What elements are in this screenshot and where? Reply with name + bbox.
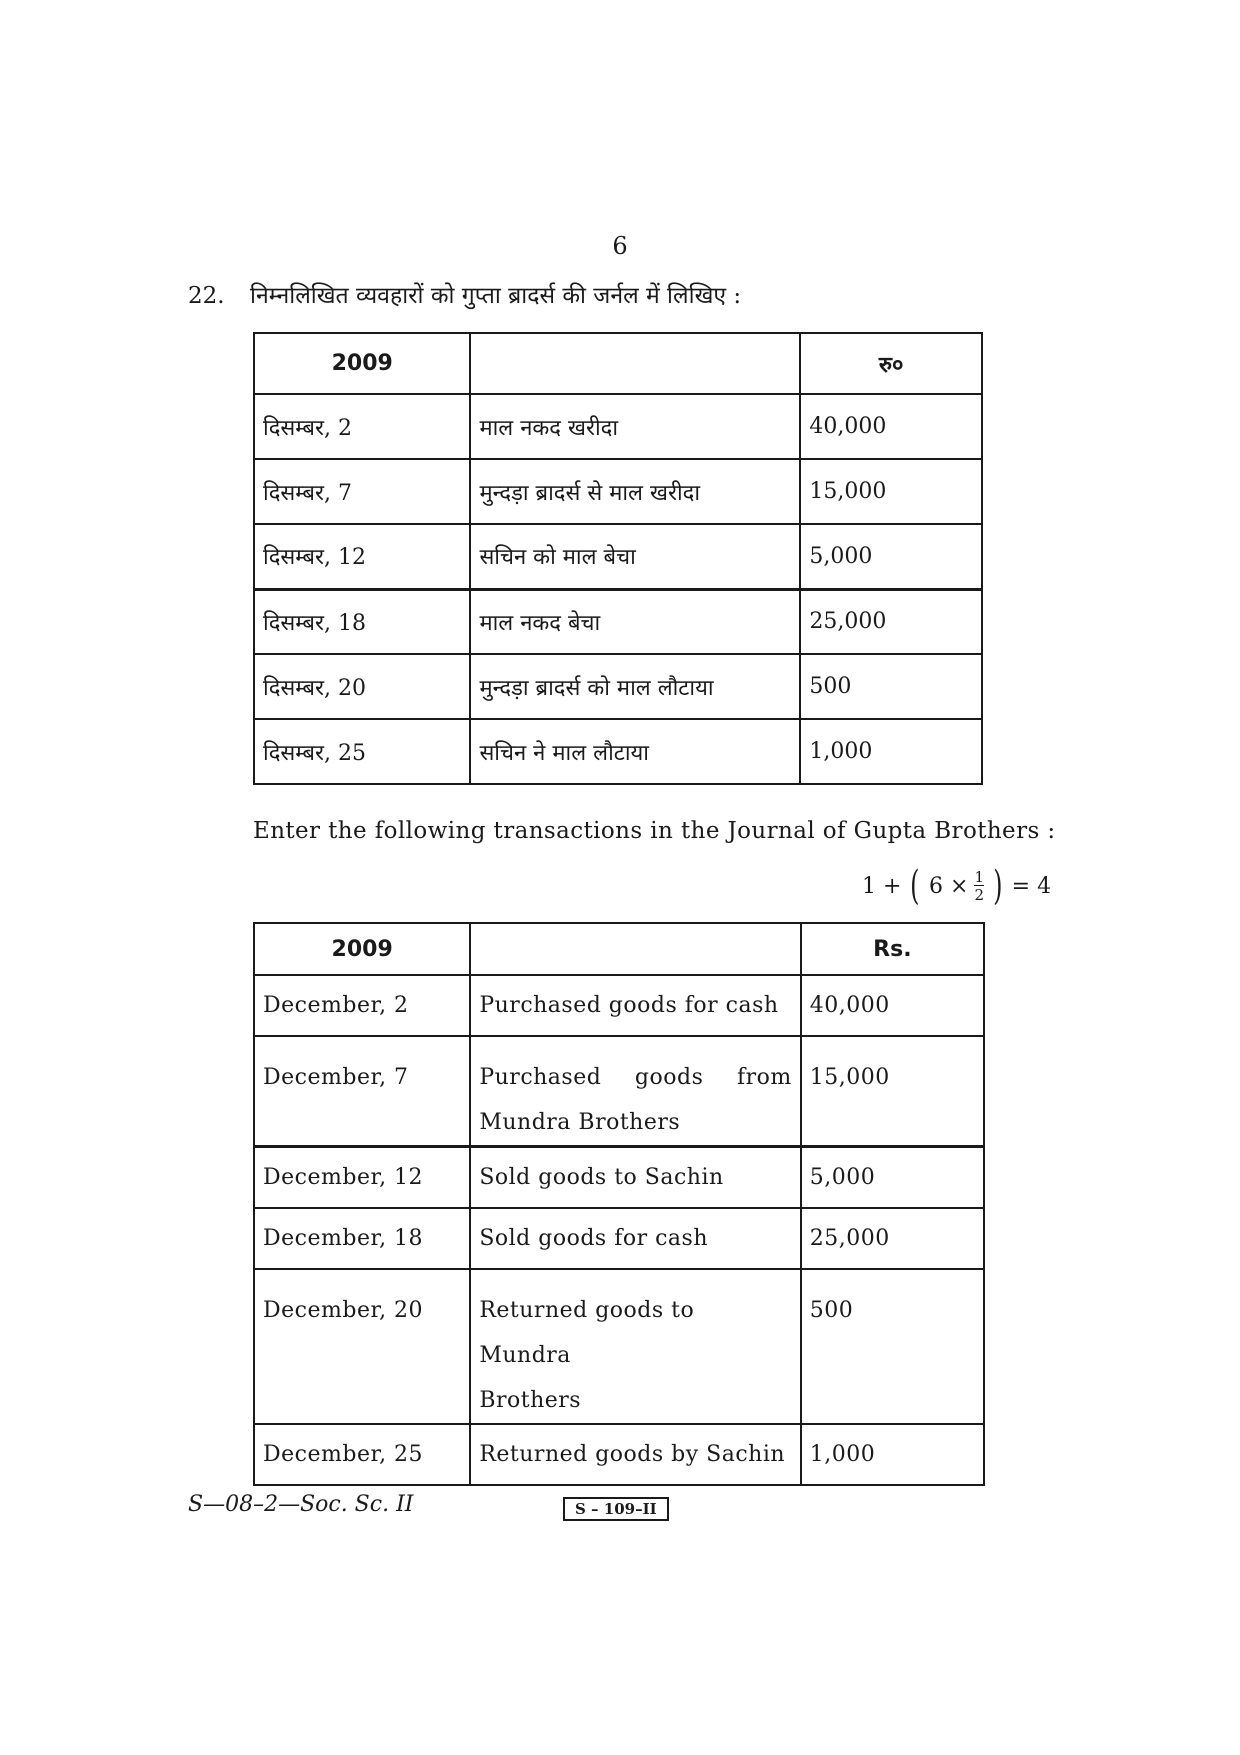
year-header: 2009 xyxy=(254,333,470,394)
amount-header: रु० xyxy=(800,333,982,394)
particulars-header xyxy=(470,333,800,394)
table-row xyxy=(254,459,982,524)
marks-allocation xyxy=(862,863,1052,909)
amount-cell: 25,000 xyxy=(801,1208,984,1269)
amount-cell: 40,000 xyxy=(801,975,984,1036)
fraction-denominator: 2 xyxy=(974,886,985,904)
date-cell: December, 2 xyxy=(254,975,470,1036)
date-cell: दिसम्बर, 7 xyxy=(254,459,470,524)
table-row xyxy=(254,524,982,589)
particulars-line-1 xyxy=(479,1055,791,1100)
particulars-word: goods xyxy=(634,1065,704,1090)
date-cell: December, 12 xyxy=(254,1147,470,1208)
paper-code-footer: S—08–2—Soc. Sc. II xyxy=(188,1492,414,1517)
paper-code-box: S – 109–II xyxy=(563,1497,669,1521)
amount-cell: 40,000 xyxy=(800,394,982,459)
particulars-word: Purchased xyxy=(479,1065,602,1090)
amount-header: Rs. xyxy=(801,923,984,975)
question-hindi-text: निम्नलिखित व्यवहारों को गुप्ता ब्रादर्स की जर्नल में लिखिए : xyxy=(250,283,742,309)
amount-cell: 5,000 xyxy=(801,1147,984,1208)
particulars-line-2: Brothers xyxy=(479,1387,582,1413)
page-number: 6 xyxy=(612,232,628,260)
date-cell: दिसम्बर, 18 xyxy=(254,589,470,654)
particulars-cell: मुन्दड़ा ब्रादर्स को माल लौटाया xyxy=(470,654,800,719)
particulars-cell: माल नकद खरीदा xyxy=(470,394,800,459)
table-row xyxy=(254,1208,984,1269)
particulars-cell xyxy=(470,1269,800,1424)
open-paren: ( xyxy=(910,863,920,909)
particulars-cell xyxy=(470,1036,800,1147)
particulars-cell: Sold goods to Sachin xyxy=(470,1147,800,1208)
date-cell: December, 20 xyxy=(254,1269,470,1424)
particulars-cell: मुन्दड़ा ब्रादर्स से माल खरीदा xyxy=(470,459,800,524)
table-row xyxy=(254,1424,984,1485)
particulars-cell: सचिन ने माल लौटाया xyxy=(470,719,800,784)
date-cell: December, 25 xyxy=(254,1424,470,1485)
date-cell: दिसम्बर, 12 xyxy=(254,524,470,589)
amount-cell: 15,000 xyxy=(800,459,982,524)
date-cell: December, 7 xyxy=(254,1036,470,1147)
particulars-word: from xyxy=(736,1065,792,1090)
fraction-numerator: 1 xyxy=(974,867,985,886)
amount-cell: 5,000 xyxy=(800,524,982,589)
table-header-row xyxy=(254,333,982,394)
table-row xyxy=(254,654,982,719)
marks-total: = 4 xyxy=(1011,873,1052,899)
particulars-header xyxy=(470,923,800,975)
half-fraction xyxy=(974,869,984,904)
amount-cell: 500 xyxy=(801,1269,984,1424)
question-number: 22. xyxy=(188,283,225,309)
amount-cell: 15,000 xyxy=(801,1036,984,1147)
table-row xyxy=(254,975,984,1036)
amount-cell: 1,000 xyxy=(800,719,982,784)
hindi-transactions-table xyxy=(253,332,983,785)
particulars-cell: माल नकद बेचा xyxy=(470,589,800,654)
date-cell: दिसम्बर, 25 xyxy=(254,719,470,784)
particulars-cell: Sold goods for cash xyxy=(470,1208,800,1269)
table-row xyxy=(254,1269,984,1424)
english-transactions-table xyxy=(253,922,985,1486)
year-header: 2009 xyxy=(254,923,470,975)
table-row xyxy=(254,1036,984,1147)
table-row xyxy=(254,719,982,784)
date-cell: December, 18 xyxy=(254,1208,470,1269)
question-english: Enter the following transactions in the Journal of Gupta Brothers : xyxy=(253,818,1056,844)
particulars-cell: Returned goods by Sachin xyxy=(470,1424,800,1485)
particulars-cell: सचिन को माल बेचा xyxy=(470,524,800,589)
table-header-row xyxy=(254,923,984,975)
amount-cell: 1,000 xyxy=(801,1424,984,1485)
marks-prefix: 1 + xyxy=(862,873,902,899)
particulars-line-2: Mundra Brothers xyxy=(479,1110,681,1135)
close-paren: ) xyxy=(993,863,1003,909)
marks-multiplier: 6 × xyxy=(929,873,969,899)
date-cell: दिसम्बर, 2 xyxy=(254,394,470,459)
table-row xyxy=(254,394,982,459)
table-row xyxy=(254,589,982,654)
amount-cell: 500 xyxy=(800,654,982,719)
date-cell: दिसम्बर, 20 xyxy=(254,654,470,719)
particulars-cell: Purchased goods for cash xyxy=(470,975,800,1036)
table-row xyxy=(254,1147,984,1208)
amount-cell: 25,000 xyxy=(800,589,982,654)
particulars-line-1: Returned goods to Mundra xyxy=(479,1297,695,1368)
question-hindi xyxy=(188,278,741,310)
